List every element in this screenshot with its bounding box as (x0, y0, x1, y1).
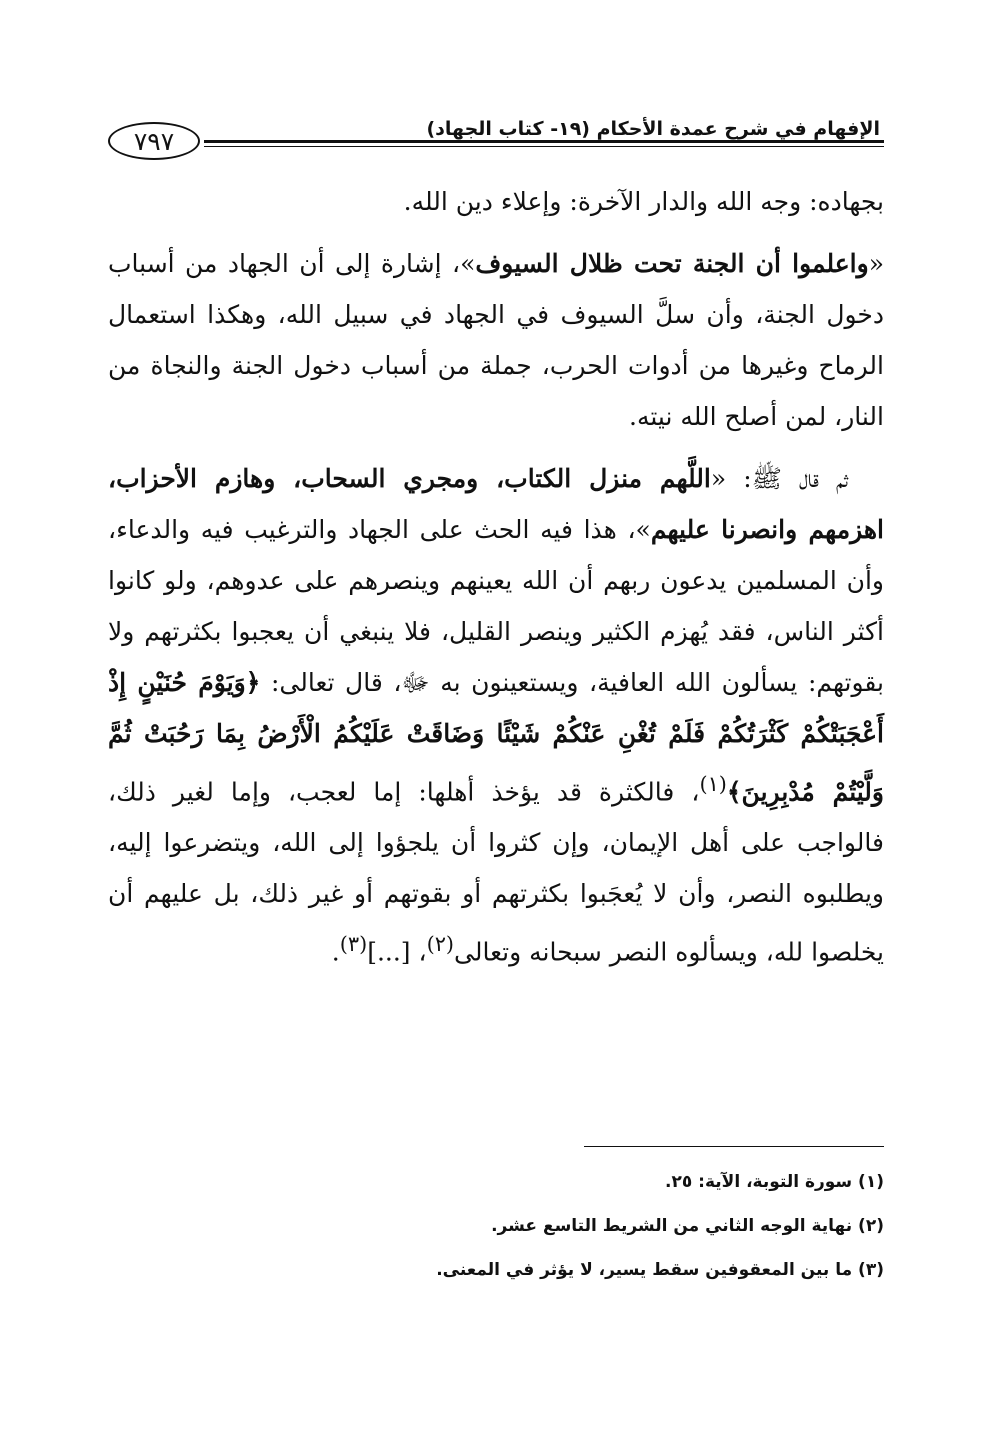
hadith-phrase: واعلموا أن الجنة تحت ظلال السيوف (475, 249, 869, 278)
paragraph-1: بجهاده: وجه الله والدار الآخرة: وإعلاء دين الله. (403, 187, 884, 216)
header-rule-thin (204, 146, 884, 147)
paragraph-3-intro: ثم قال ﷺ: « (710, 464, 848, 493)
running-title: الإفهام في شرح عمدة الأحكام (١٩- كتاب الجهاد) (426, 118, 880, 140)
quran-verse: ﴿وَيَوْمَ حُنَيْنٍ إِذْ أَعْجَبَتْكُمْ كَثْرَتُكُمْ فَلَمْ تُغْنِ عَنْكُمْ شَيْئًا وَضَاقَتْ عَلَيْكُمُ الْأَرْضُ بِمَا رَحُبَتْ ثُمَّ وَلَّيْتُمْ مُدْبِرِينَ﴾ (108, 668, 884, 807)
quote-open: « (868, 249, 884, 278)
supplication-text: اللَّهم منزل الكتاب، ومجري السحاب، وهازم الأحزاب، اهزمهم وانصرنا عليهم (108, 464, 885, 544)
paragraph-2 (108, 238, 884, 442)
footnote-ref-3[interactable]: (٣) (339, 932, 368, 957)
page-number: ٧٩٧ (108, 122, 200, 160)
main-text (108, 176, 884, 978)
paragraph-3-continuation: ، فالكثرة قد يؤخذ أهلها: إما لعجب، وإما لغير ذلك، فالواجب على أهل الإيمان، وإن كثروا أن يلجؤوا إلى الله، ويتضرعوا إليه، ويطلبوه النصر، وأن لا يُعجَبوا بكثرتهم أو بقوتهم أو غير ذلك، بل عليهم أن يخلصوا لله، ويسألوه النصر سبحانه وتعالى (108, 777, 884, 967)
paragraph-3-commentary: »، هذا فيه الحث على الجهاد والترغيب فيه والدعاء، وأن المسلمين يدعون ربهم أن الله يعينهم وينصرهم على عدوهم، ولو كانوا أكثر الناس، فقد يُهزم الكثير وينصر القليل، فلا ينبغي أن يعجبوا بكثرتهم ولا بقوتهم: يسألون الله العافية، ويستعينون به ﷻ، قال تعالى: (108, 515, 885, 697)
paragraph-3-final: . (331, 937, 340, 967)
page-header (108, 108, 884, 162)
footnote-ref-2[interactable]: (٢) (426, 932, 455, 957)
header-rule (204, 140, 884, 143)
footnote-2: (٢) نهاية الوجه الثاني من الشريط التاسع عشر. (491, 1216, 884, 1236)
paragraph-3 (108, 453, 884, 978)
footnote-1: (١) سورة التوبة، الآية: ٢٥. (665, 1172, 884, 1192)
paragraph-2-text: »، إشارة إلى أن الجهاد من أسباب دخول الجنة، وأن سلَّ السيوف في الجهاد في سبيل الله، وهكذا استعمال الرماح وغيرها من أدوات الحرب، جملة من أسباب دخول الجنة والنجاة من النار، لمن أصلح الله نيته. (108, 249, 884, 431)
paragraph-3-tail: ، [...] (367, 937, 427, 967)
footnote-3: (٣) ما بين المعقوفين سقط يسير، لا يؤثر في المعنى. (436, 1260, 884, 1280)
footnotes (108, 1160, 884, 1292)
footnote-ref-1[interactable]: (١) (699, 772, 727, 796)
footnote-separator (584, 1146, 884, 1147)
